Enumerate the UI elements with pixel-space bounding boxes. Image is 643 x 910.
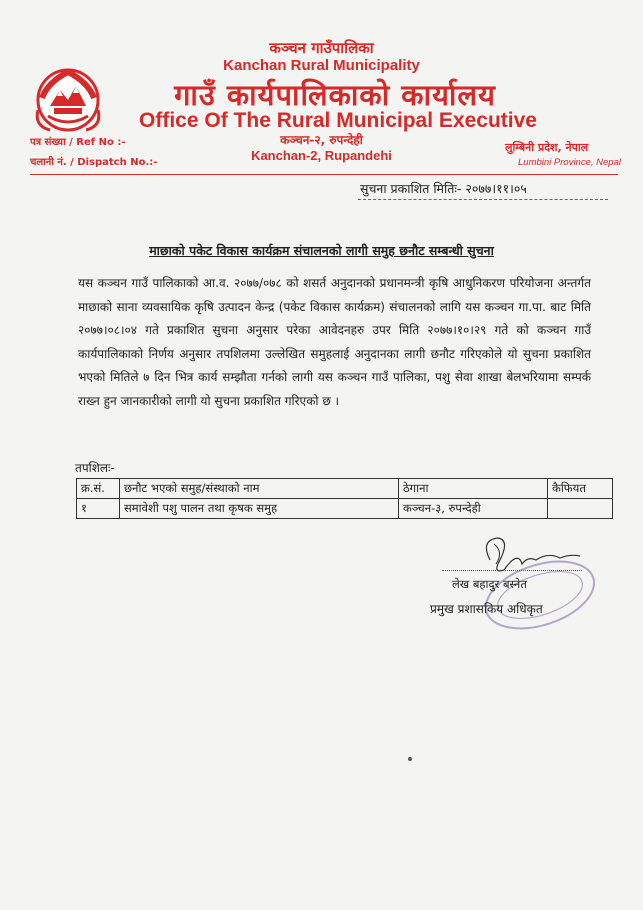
- signer-name: लेख बहादुर बस्नेत: [452, 577, 527, 591]
- header-divider: [30, 174, 618, 175]
- table-header-cell: ठेगाना: [399, 479, 548, 499]
- table-header-row: [77, 479, 613, 499]
- address-np: कञ्चन-२, रुपन्देही: [280, 133, 363, 147]
- ink-dot: [408, 757, 412, 761]
- province-en: Lumbini Province, Nepal: [518, 157, 621, 168]
- office-name-np: गाउँ कार्यपालिकाको कार्यालय: [174, 78, 496, 112]
- signature-line: [442, 570, 582, 571]
- province-np: लुम्बिनी प्रदेश, नेपाल: [505, 141, 589, 154]
- table-cell: कञ्चन-३, रुपन्देही: [399, 499, 548, 519]
- details-label: तपशिलः-: [75, 461, 115, 475]
- table-header-cell: छनौट भएको समुह/संस्थाको नाम: [120, 479, 399, 499]
- municipality-name-en: Kanchan Rural Municipality: [223, 57, 420, 74]
- signer-title: प्रमुख प्रशासकिय अधिकृत: [430, 602, 543, 616]
- table-row: [77, 499, 613, 519]
- table-cell: [548, 499, 613, 519]
- office-name-en: Office Of The Rural Municipal Executive: [139, 109, 537, 132]
- municipality-name-np: कञ्चन गाउँपालिका: [269, 39, 374, 57]
- table-header-cell: क्र.सं.: [77, 479, 120, 499]
- table-header-cell: कैफियत: [548, 479, 613, 499]
- dispatch-number-label: चलानी नं. / Dispatch No.:-: [30, 157, 158, 168]
- ref-number-label: पत्र संख्या / Ref No :-: [30, 137, 126, 148]
- published-date: सुचना प्रकाशित मितिः- २०७७।११।०५: [360, 181, 527, 196]
- table-cell: समावेशी पशु पालन तथा कृषक समुह: [120, 499, 399, 519]
- selection-table: [76, 478, 613, 519]
- office-stamp: [480, 555, 600, 635]
- notice-subject: माछाको पकेट विकास कार्यक्रम संचालनको लागी समुह छनौट सम्बन्धी सुचना: [149, 243, 494, 258]
- address-en: Kanchan-2, Rupandehi: [251, 148, 392, 163]
- table-cell: १: [77, 499, 120, 519]
- notice-body: यस कञ्चन गाउँ पालिकाको आ.व. २०७७/०७८ को शसर्त अनुदानको प्रधानमन्त्री कृषि आधुनिकरण परियोजना अन्तर्गत माछाको साना व्यवसायिक कृषि उत्पादन केन्द्र (पकेट विकास कार्यक्रम) संचालनको लागि यस कञ्चन गा.पा. बाट मिति २०७७।०८।०४ गते प्रकाशित सुचना अनुसार परेका आवेदनहरु उपर मिति २०७७।१०।२९ गते को कञ्चन गाउँ कार्यपालिकाको निर्णय अनुसार तपशिलमा उल्लेखित समुहलाई अनुदानका लागी छनौट गरिएकोले यो सुचना प्रकाशित भएको मितिले ७ दिन भित्र कार्य सम्झौता गर्नको लागी यस कञ्चन गाउँ पालिका, पशु सेवा शाखा बेलभरियामा सम्पर्क राख्न हुन जानकारीको लागी यो सुचना प्रकाशित गरिएको छ ।: [78, 276, 591, 408]
- date-underline: [358, 199, 608, 200]
